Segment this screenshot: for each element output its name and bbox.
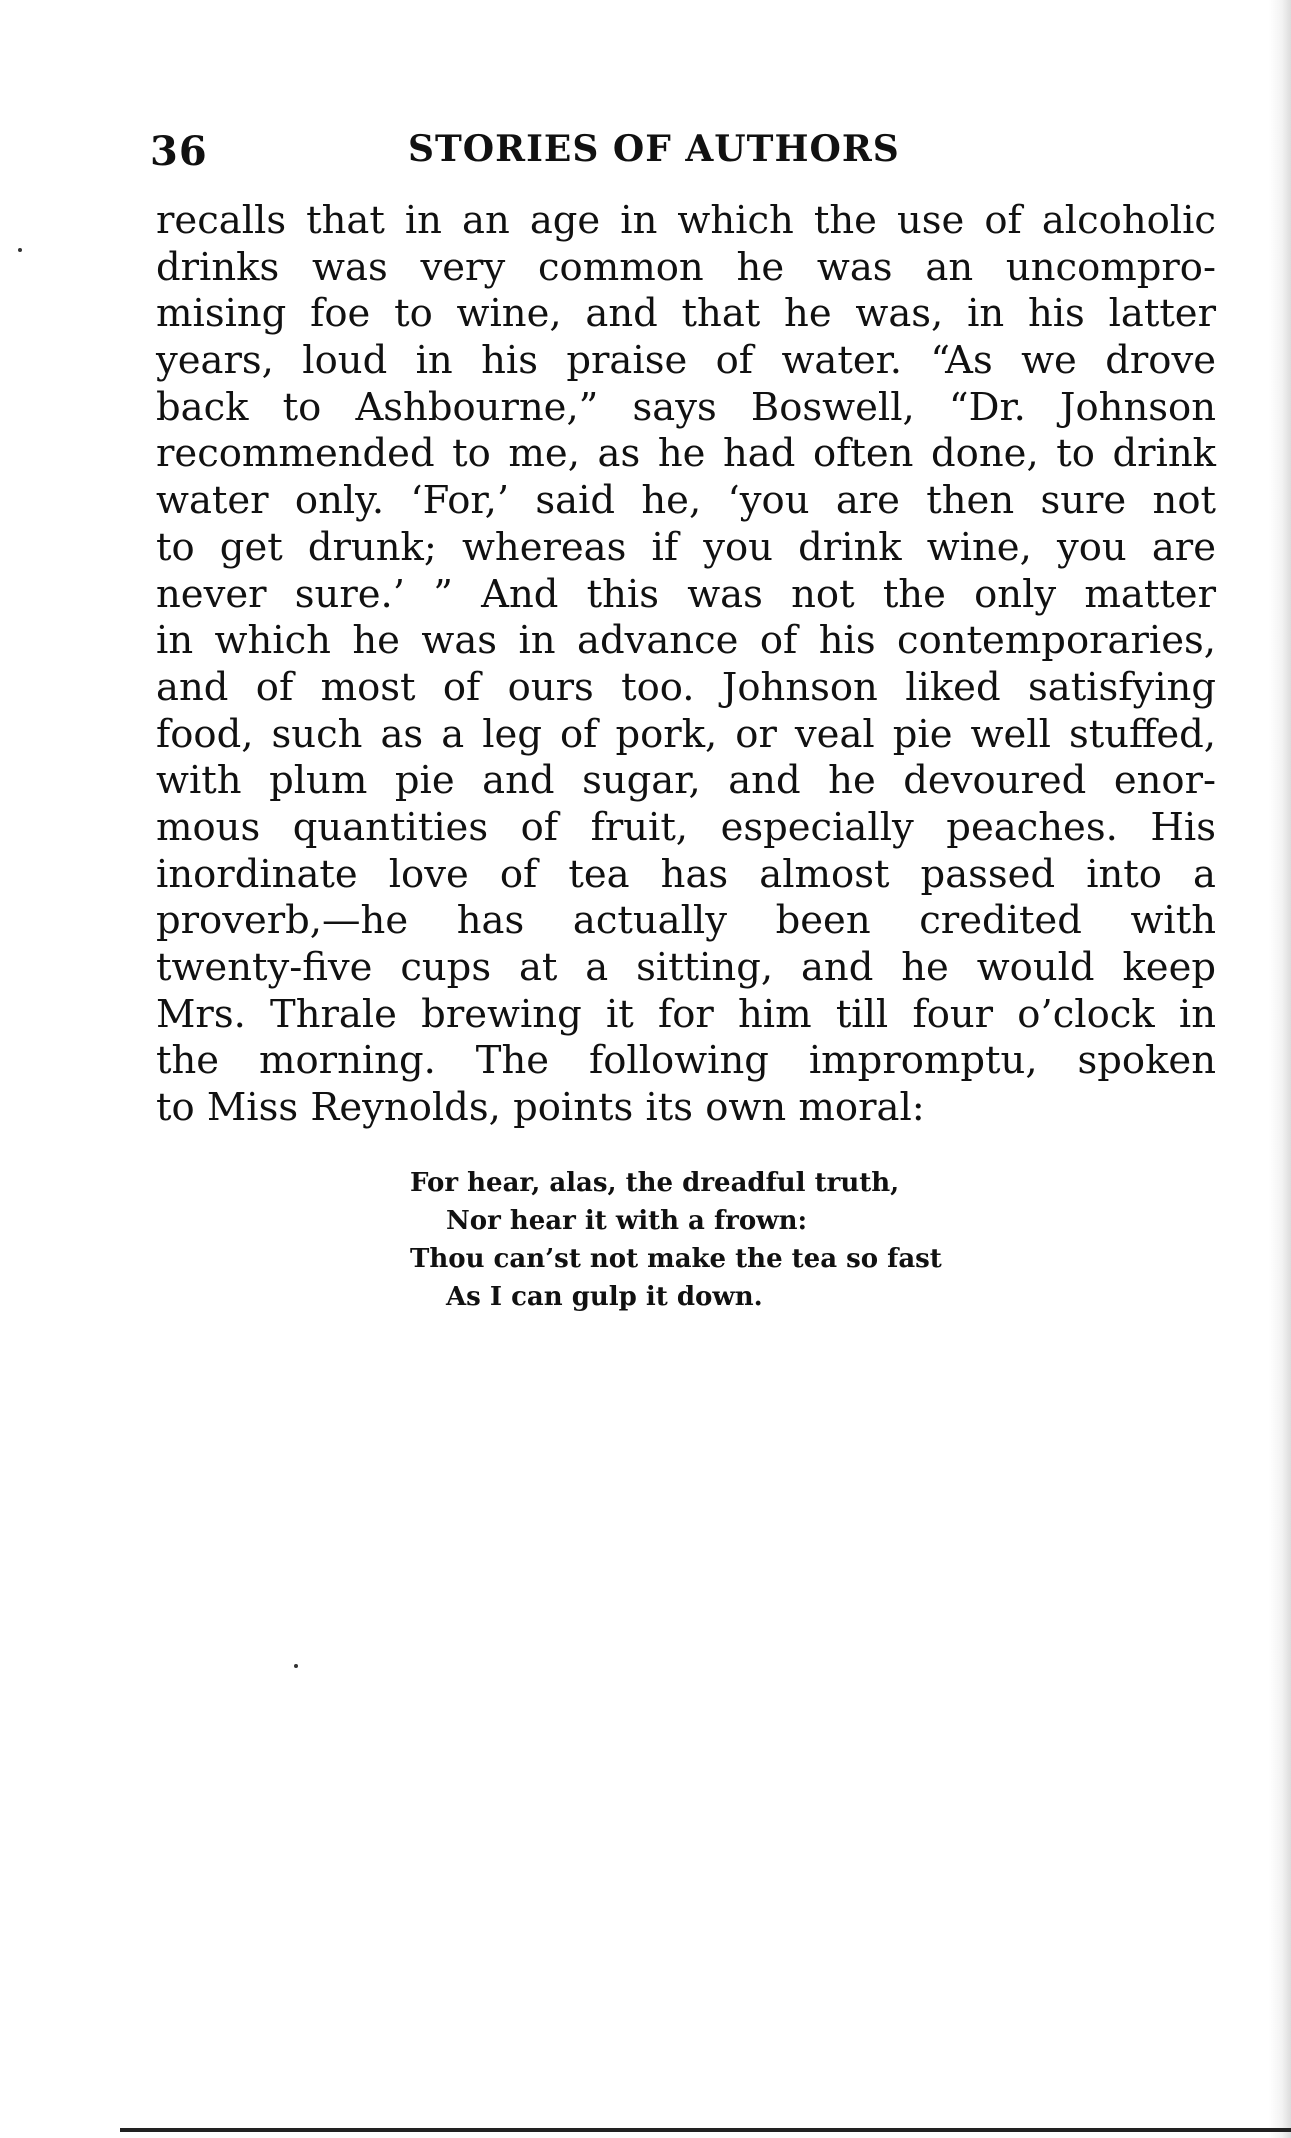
text-line: back to Ashbourne,” says Boswell, “Dr. Johnson — [156, 384, 1216, 430]
verse-line: For hear, alas, the dreadful truth, — [410, 1168, 900, 1198]
text-line: the morning. The following impromptu, spoken — [156, 1038, 1216, 1084]
running-head: STORIES OF AUTHORS — [408, 128, 900, 170]
body-paragraph — [156, 198, 1216, 1132]
text-line: mising foe to wine, and that he was, in his latter — [156, 291, 1216, 337]
text-line: to Miss Reynolds, points its own moral: — [156, 1085, 925, 1131]
bottom-rule — [120, 2128, 1291, 2132]
text-line: proverb,—he has actually been credited with — [156, 898, 1216, 944]
text-line: drinks was very common he was an uncompro- — [156, 244, 1216, 290]
page-number: 36 — [150, 128, 208, 175]
verse-line: Nor hear it with a frown: — [446, 1206, 808, 1236]
text-line: twenty-five cups at a sitting, and he would keep — [156, 945, 1216, 990]
verse-block — [410, 1164, 1030, 1316]
print-speck — [294, 1664, 298, 1668]
text-line: food, such as a leg of pork, or veal pie well stuffed, — [156, 711, 1216, 757]
text-line: inordinate love of tea has almost passed into a — [156, 851, 1216, 897]
print-speck — [18, 248, 22, 252]
text-line: years, loud in his praise of water. “As we drove — [156, 338, 1216, 384]
text-line: with plum pie and sugar, and he devoured enor- — [156, 758, 1216, 804]
text-line: mous quantities of fruit, especially peaches. His — [156, 804, 1216, 850]
text-line: water only. ‘For,’ said he, ‘you are then sure not — [156, 478, 1216, 524]
text-line: recommended to me, as he had often done, to drink — [156, 431, 1216, 477]
text-line: in which he was in advance of his contemporaries, — [156, 618, 1216, 664]
text-line: never sure.’ ” And this was not the only matter — [156, 571, 1216, 617]
text-line: recalls that in an age in which the use of alcoholic — [156, 198, 1216, 243]
text-line: to get drunk; whereas if you drink wine, you are — [156, 524, 1216, 570]
verse-line: Thou can’st not make the tea so fast — [410, 1244, 942, 1274]
text-line: Mrs. Thrale brewing it for him till four o’clock in — [156, 991, 1216, 1037]
verse-line: As I can gulp it down. — [446, 1282, 763, 1312]
page-header — [150, 128, 1220, 180]
page-edge-shadow — [1269, 0, 1291, 2138]
text-line: and of most of ours too. Johnson liked satisfying — [156, 664, 1216, 710]
